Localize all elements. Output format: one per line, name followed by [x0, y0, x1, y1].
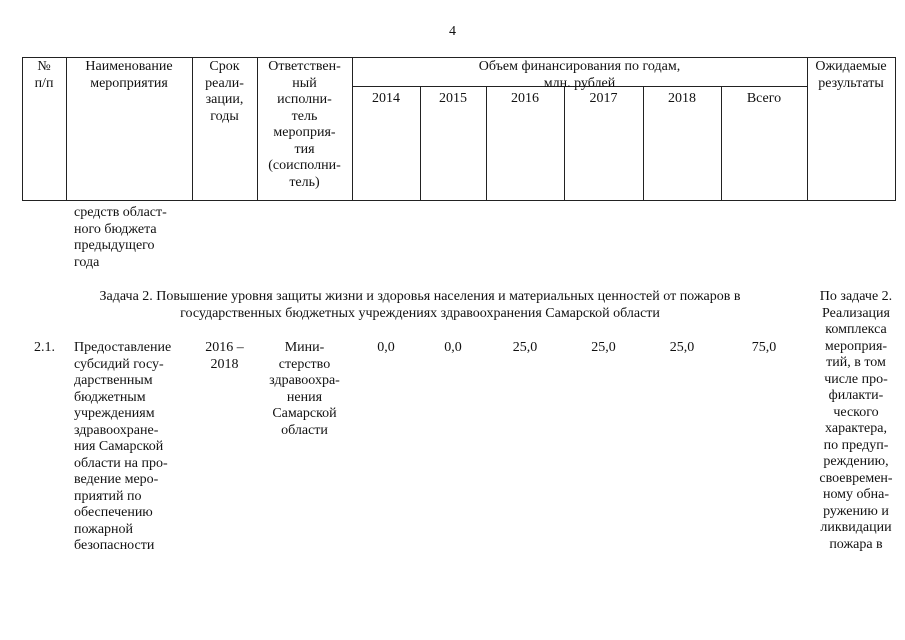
- header-number: № п/п: [34, 59, 54, 91]
- col-rule: [895, 57, 896, 201]
- header-top-rule: [22, 57, 895, 58]
- row-value-2017: 25,0: [591, 340, 616, 355]
- header-bottom-rule: [22, 200, 895, 201]
- header-year: 2018: [668, 91, 696, 106]
- row-value-total: 75,0: [751, 340, 777, 355]
- header-responsible: Ответствен- ный исполни- тель мероприя- тия (соисполни- тель): [268, 59, 341, 190]
- row-term: 2016 – 2018: [205, 340, 244, 372]
- row-value-2014: 0,0: [377, 340, 395, 355]
- row-responsible: Мини- стерство здравоохра- нения Самарской области: [269, 340, 340, 438]
- header-year: 2014: [372, 91, 400, 106]
- header-year: 2017: [589, 91, 618, 106]
- continued-text: средств област- ного бюджета предыдущего года: [74, 205, 167, 270]
- task-title: Задача 2. Повышение уровня защиты жизни и здоровья населения и материальных ценностей от пожаров в государственных бюджетных учреждениях здравоохранения Самарской области: [99, 289, 741, 321]
- header-term: Срок реали- зации, годы: [205, 59, 244, 124]
- page-number: 4: [449, 24, 456, 39]
- header-results: Ожидаемые результаты: [815, 59, 887, 91]
- header-total: Всего: [746, 91, 782, 106]
- row-value-2018: 25,0: [669, 340, 695, 355]
- row-number: 2.1.: [34, 340, 55, 355]
- row-value-2015: 0,0: [444, 340, 462, 355]
- header-year: 2016: [511, 91, 539, 106]
- header-funding: Объем финансирования по годам, млн. рублей: [478, 59, 681, 91]
- row-name: Предоставление субсидий госу- дарственным бюджетным учреждениям здравоохране- ния Самарской области на про- ведение меро- приятий по обеспечению пожарной безопасности: [74, 340, 172, 553]
- header-name: Наименование мероприятия: [85, 59, 173, 91]
- row-value-2016: 25,0: [512, 340, 538, 355]
- task-result: По задаче 2. Реализация комплекса мероприя- тий, в том числе про- филакти- ческого характера, по предуп- реждению, своевремен- ному обна- ружению и ликвидации пожара в: [819, 289, 893, 552]
- header-year: 2015: [439, 91, 467, 106]
